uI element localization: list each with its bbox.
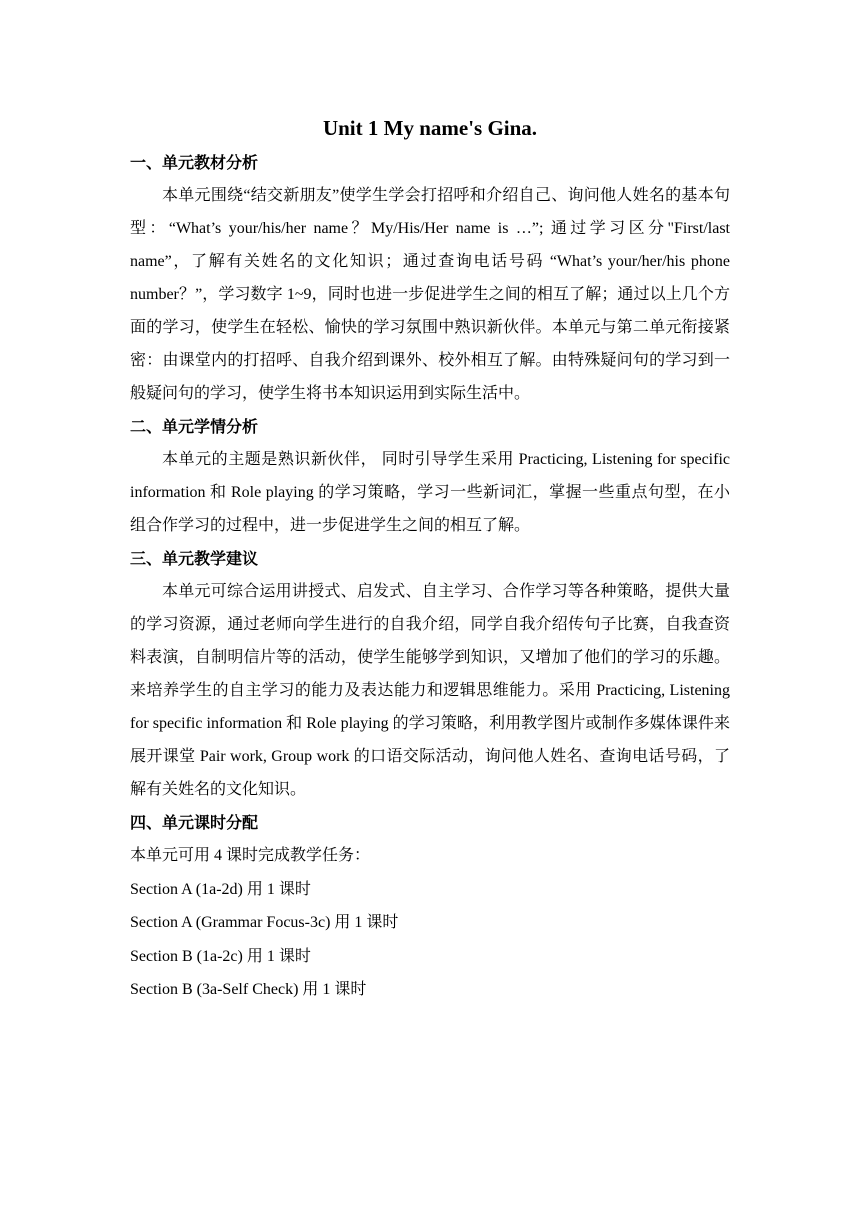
section-heading-textbook-analysis: 一、单元教材分析: [130, 153, 259, 172]
allocation-line: Section A (1a-2d) 用 1 课时: [130, 880, 311, 898]
section-heading-learner-analysis: 二、单元学情分析: [130, 417, 259, 436]
document-title: Unit 1 My name's Gina.: [322, 116, 538, 140]
document-page: [130, 114, 730, 1007]
section-paragraph-learner-analysis: 本单元的主题是熟识新伙伴， 同时引导学生采用 Practicing, Listening for specific information 和 Role playing 的学习策略，学习一些新词汇，掌握一些重点句型，在小组合作学习的过程中，进一步促进学生之间的相互了解。: [130, 451, 730, 534]
section-heading-teaching-suggestions: 三、单元教学建议: [130, 549, 259, 568]
allocation-line: Section A (Grammar Focus-3c) 用 1 课时: [130, 914, 399, 931]
section-paragraph-textbook-analysis: 本单元围绕“结交新朋友”使学生学会打招呼和介绍自己、询问他人姓名的基本句型：“What’s your/his/her name？My/His/Her name is …”; 通过学习区分"First/last name”，了解有关姓名的文化知识；通过查询电话号码 “What’s your/her/his phone number？”，学习数字 1~9，同时也进一步促进学生之间的相互了解；通过以上几个方面的学习，使学生在轻松、愉快的学习氛围中熟识新伙伴。本单元与第二单元衔接紧密：由课堂内的打招呼、自我介绍到课外、校外相互了解。由特殊疑问句的学习到一般疑问句的学习，使学生将书本知识运用到实际生活中。: [130, 187, 730, 402]
allocation-line: Section B (1a-2c) 用 1 课时: [130, 947, 311, 965]
allocation-intro-line: 本单元可用 4 课时完成教学任务：: [130, 847, 371, 864]
section-heading-lesson-allocation: 四、单元课时分配: [130, 813, 259, 832]
section-paragraph-teaching-suggestions: 本单元可综合运用讲授式、启发式、自主学习、合作学习等各种策略，提供大量的学习资源，通过老师向学生进行的自我介绍，同学自我介绍传句子比赛，自我查资料表演，自制明信片等的活动，使学生能够学到知识，又增加了他们的学习的乐趣。来培养学生的自主学习的能力及表达能力和逻辑思维能力。采用 Practicing, Listening for specific information 和 Role playing 的学习策略，利用教学图片或制作多媒体课件来展开课堂 Pair work, Group work 的口语交际活动，询问他人姓名、查询电话号码，了解有关姓名的文化知识。: [130, 583, 730, 798]
allocation-line: Section B (3a-Self Check) 用 1 课时: [130, 981, 367, 998]
